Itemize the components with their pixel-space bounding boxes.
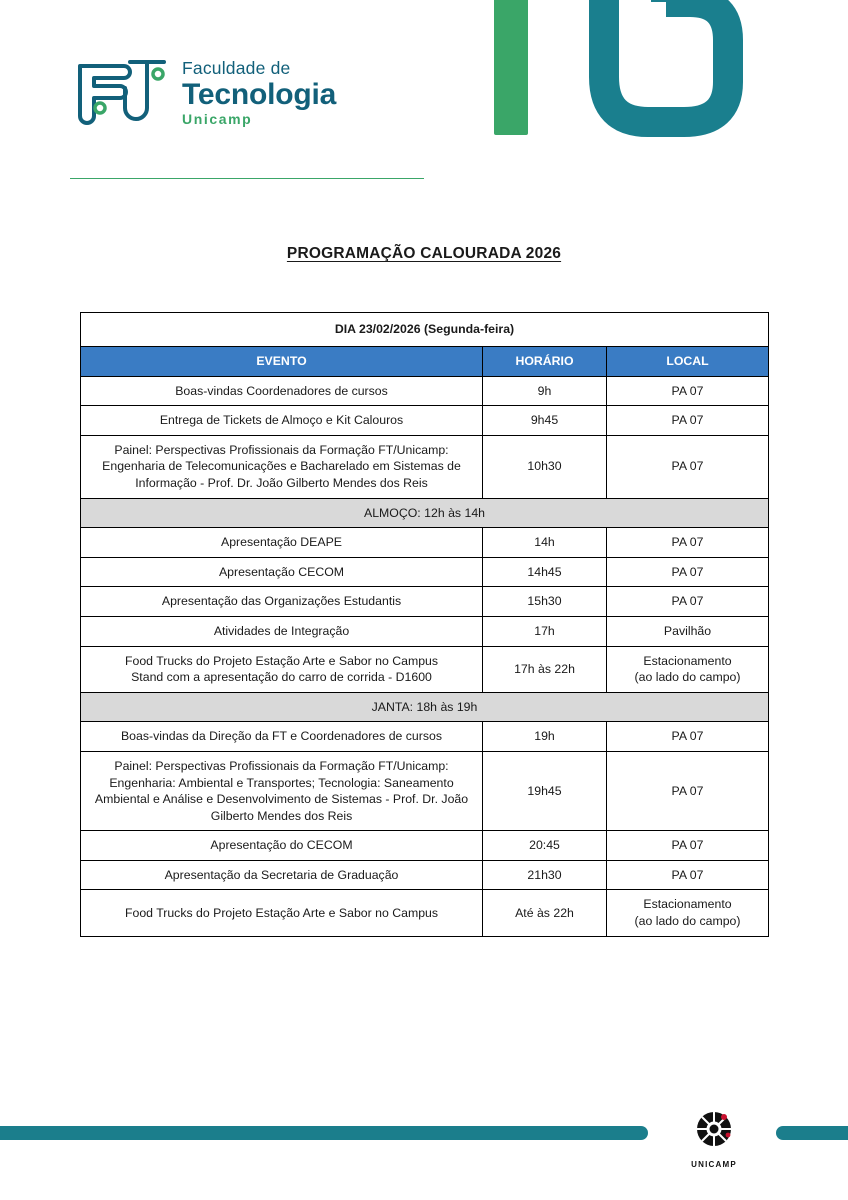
table-row	[81, 751, 769, 830]
table-row	[81, 722, 769, 752]
cell-evento: Food Trucks do Projeto Estação Arte e Sabor no Campus Stand com a apresentação do carro de corrida - D1600	[81, 646, 483, 692]
cell-horario: 15h30	[483, 587, 607, 617]
band-label: JANTA: 18h às 19h	[81, 692, 769, 722]
cell-horario: 19h45	[483, 751, 607, 830]
cell-evento: Apresentação DEAPE	[81, 528, 483, 558]
cell-local: PA 07	[607, 860, 769, 890]
cell-horario: 9h	[483, 376, 607, 406]
cell-local: PA 07	[607, 722, 769, 752]
cell-local: Estacionamento (ao lado do campo)	[607, 646, 769, 692]
schedule-table-container	[80, 312, 768, 937]
header-decorative-ribbon	[480, 0, 848, 185]
cell-local: PA 07	[607, 831, 769, 861]
cell-horario: 14h	[483, 528, 607, 558]
cell-horario: 14h45	[483, 557, 607, 587]
cell-horario: 19h	[483, 722, 607, 752]
cell-evento: Painel: Perspectivas Profissionais da Formação FT/Unicamp: Engenharia de Telecomunicações e Bacharelado em Sistemas de Informação - Prof. Dr. João Gilberto Mendes dos Reis	[81, 435, 483, 498]
cell-horario: 17h	[483, 616, 607, 646]
ft-unicamp-logo	[70, 52, 370, 138]
schedule-table-body	[81, 313, 769, 937]
cell-evento: Apresentação das Organizações Estudantis	[81, 587, 483, 617]
cell-evento: Food Trucks do Projeto Estação Arte e Sabor no Campus	[81, 890, 483, 936]
cell-local: PA 07	[607, 557, 769, 587]
schedule-table	[80, 312, 769, 937]
cell-evento: Entrega de Tickets de Almoço e Kit Calouros	[81, 406, 483, 436]
cell-local: PA 07	[607, 406, 769, 436]
logo-line-unicamp: Unicamp	[182, 110, 253, 127]
table-band-row	[81, 498, 769, 528]
cell-local: Estacionamento (ao lado do campo)	[607, 890, 769, 936]
cell-local: PA 07	[607, 376, 769, 406]
footer-bar-right	[776, 1126, 848, 1140]
cell-evento: Boas-vindas Coordenadores de cursos	[81, 376, 483, 406]
table-row	[81, 435, 769, 498]
cell-local: PA 07	[607, 435, 769, 498]
day-title-cell: DIA 23/02/2026 (Segunda-feira)	[81, 313, 769, 347]
cell-evento: Boas-vindas da Direção da FT e Coordenadores de cursos	[81, 722, 483, 752]
logo-line-faculdade: Faculdade de	[182, 58, 291, 78]
column-header-horario: HORÁRIO	[483, 347, 607, 377]
table-row	[81, 376, 769, 406]
cell-horario: Até às 22h	[483, 890, 607, 936]
table-band-row	[81, 692, 769, 722]
table-row	[81, 646, 769, 692]
cell-evento: Painel: Perspectivas Profissionais da Formação FT/Unicamp: Engenharia: Ambiental e Transportes; Tecnologia: Saneamento Ambiental e Análise e Desenvolvimento de Sistemas - Prof. Dr. João Gilberto Mendes dos Reis	[81, 751, 483, 830]
cell-local: PA 07	[607, 587, 769, 617]
cell-evento: Apresentação da Secretaria de Graduação	[81, 860, 483, 890]
unicamp-emblem-icon	[691, 1106, 737, 1152]
cell-local: PA 07	[607, 528, 769, 558]
page-title: PROGRAMAÇÃO CALOURADA 2026	[286, 245, 562, 262]
header-divider	[70, 178, 424, 179]
table-row	[81, 831, 769, 861]
table-row	[81, 890, 769, 936]
table-row	[81, 557, 769, 587]
band-label: ALMOÇO: 12h às 14h	[81, 498, 769, 528]
cell-evento: Apresentação do CECOM	[81, 831, 483, 861]
ribbon-teal-curve	[480, 0, 848, 185]
column-header-local: LOCAL	[607, 347, 769, 377]
cell-horario: 9h45	[483, 406, 607, 436]
page-footer	[0, 1096, 848, 1200]
table-day-title-row	[81, 313, 769, 347]
column-header-evento: EVENTO	[81, 347, 483, 377]
table-row	[81, 528, 769, 558]
table-row	[81, 616, 769, 646]
unicamp-logo	[684, 1106, 744, 1169]
unicamp-wordmark: UNICAMP	[691, 1160, 737, 1169]
cell-horario: 10h30	[483, 435, 607, 498]
cell-evento: Atividades de Integração	[81, 616, 483, 646]
logo-line-tecnologia: Tecnologia	[182, 77, 337, 111]
logo-wordmark	[182, 60, 336, 126]
table-header-row	[81, 347, 769, 377]
footer-bar-left	[0, 1126, 648, 1140]
ft-logo-mark-icon	[70, 52, 174, 132]
cell-local: Pavilhão	[607, 616, 769, 646]
cell-horario: 17h às 22h	[483, 646, 607, 692]
table-row	[81, 406, 769, 436]
cell-horario: 21h30	[483, 860, 607, 890]
cell-local: PA 07	[607, 751, 769, 830]
cell-horario: 20:45	[483, 831, 607, 861]
cell-evento: Apresentação CECOM	[81, 557, 483, 587]
table-row	[81, 860, 769, 890]
table-row	[81, 587, 769, 617]
